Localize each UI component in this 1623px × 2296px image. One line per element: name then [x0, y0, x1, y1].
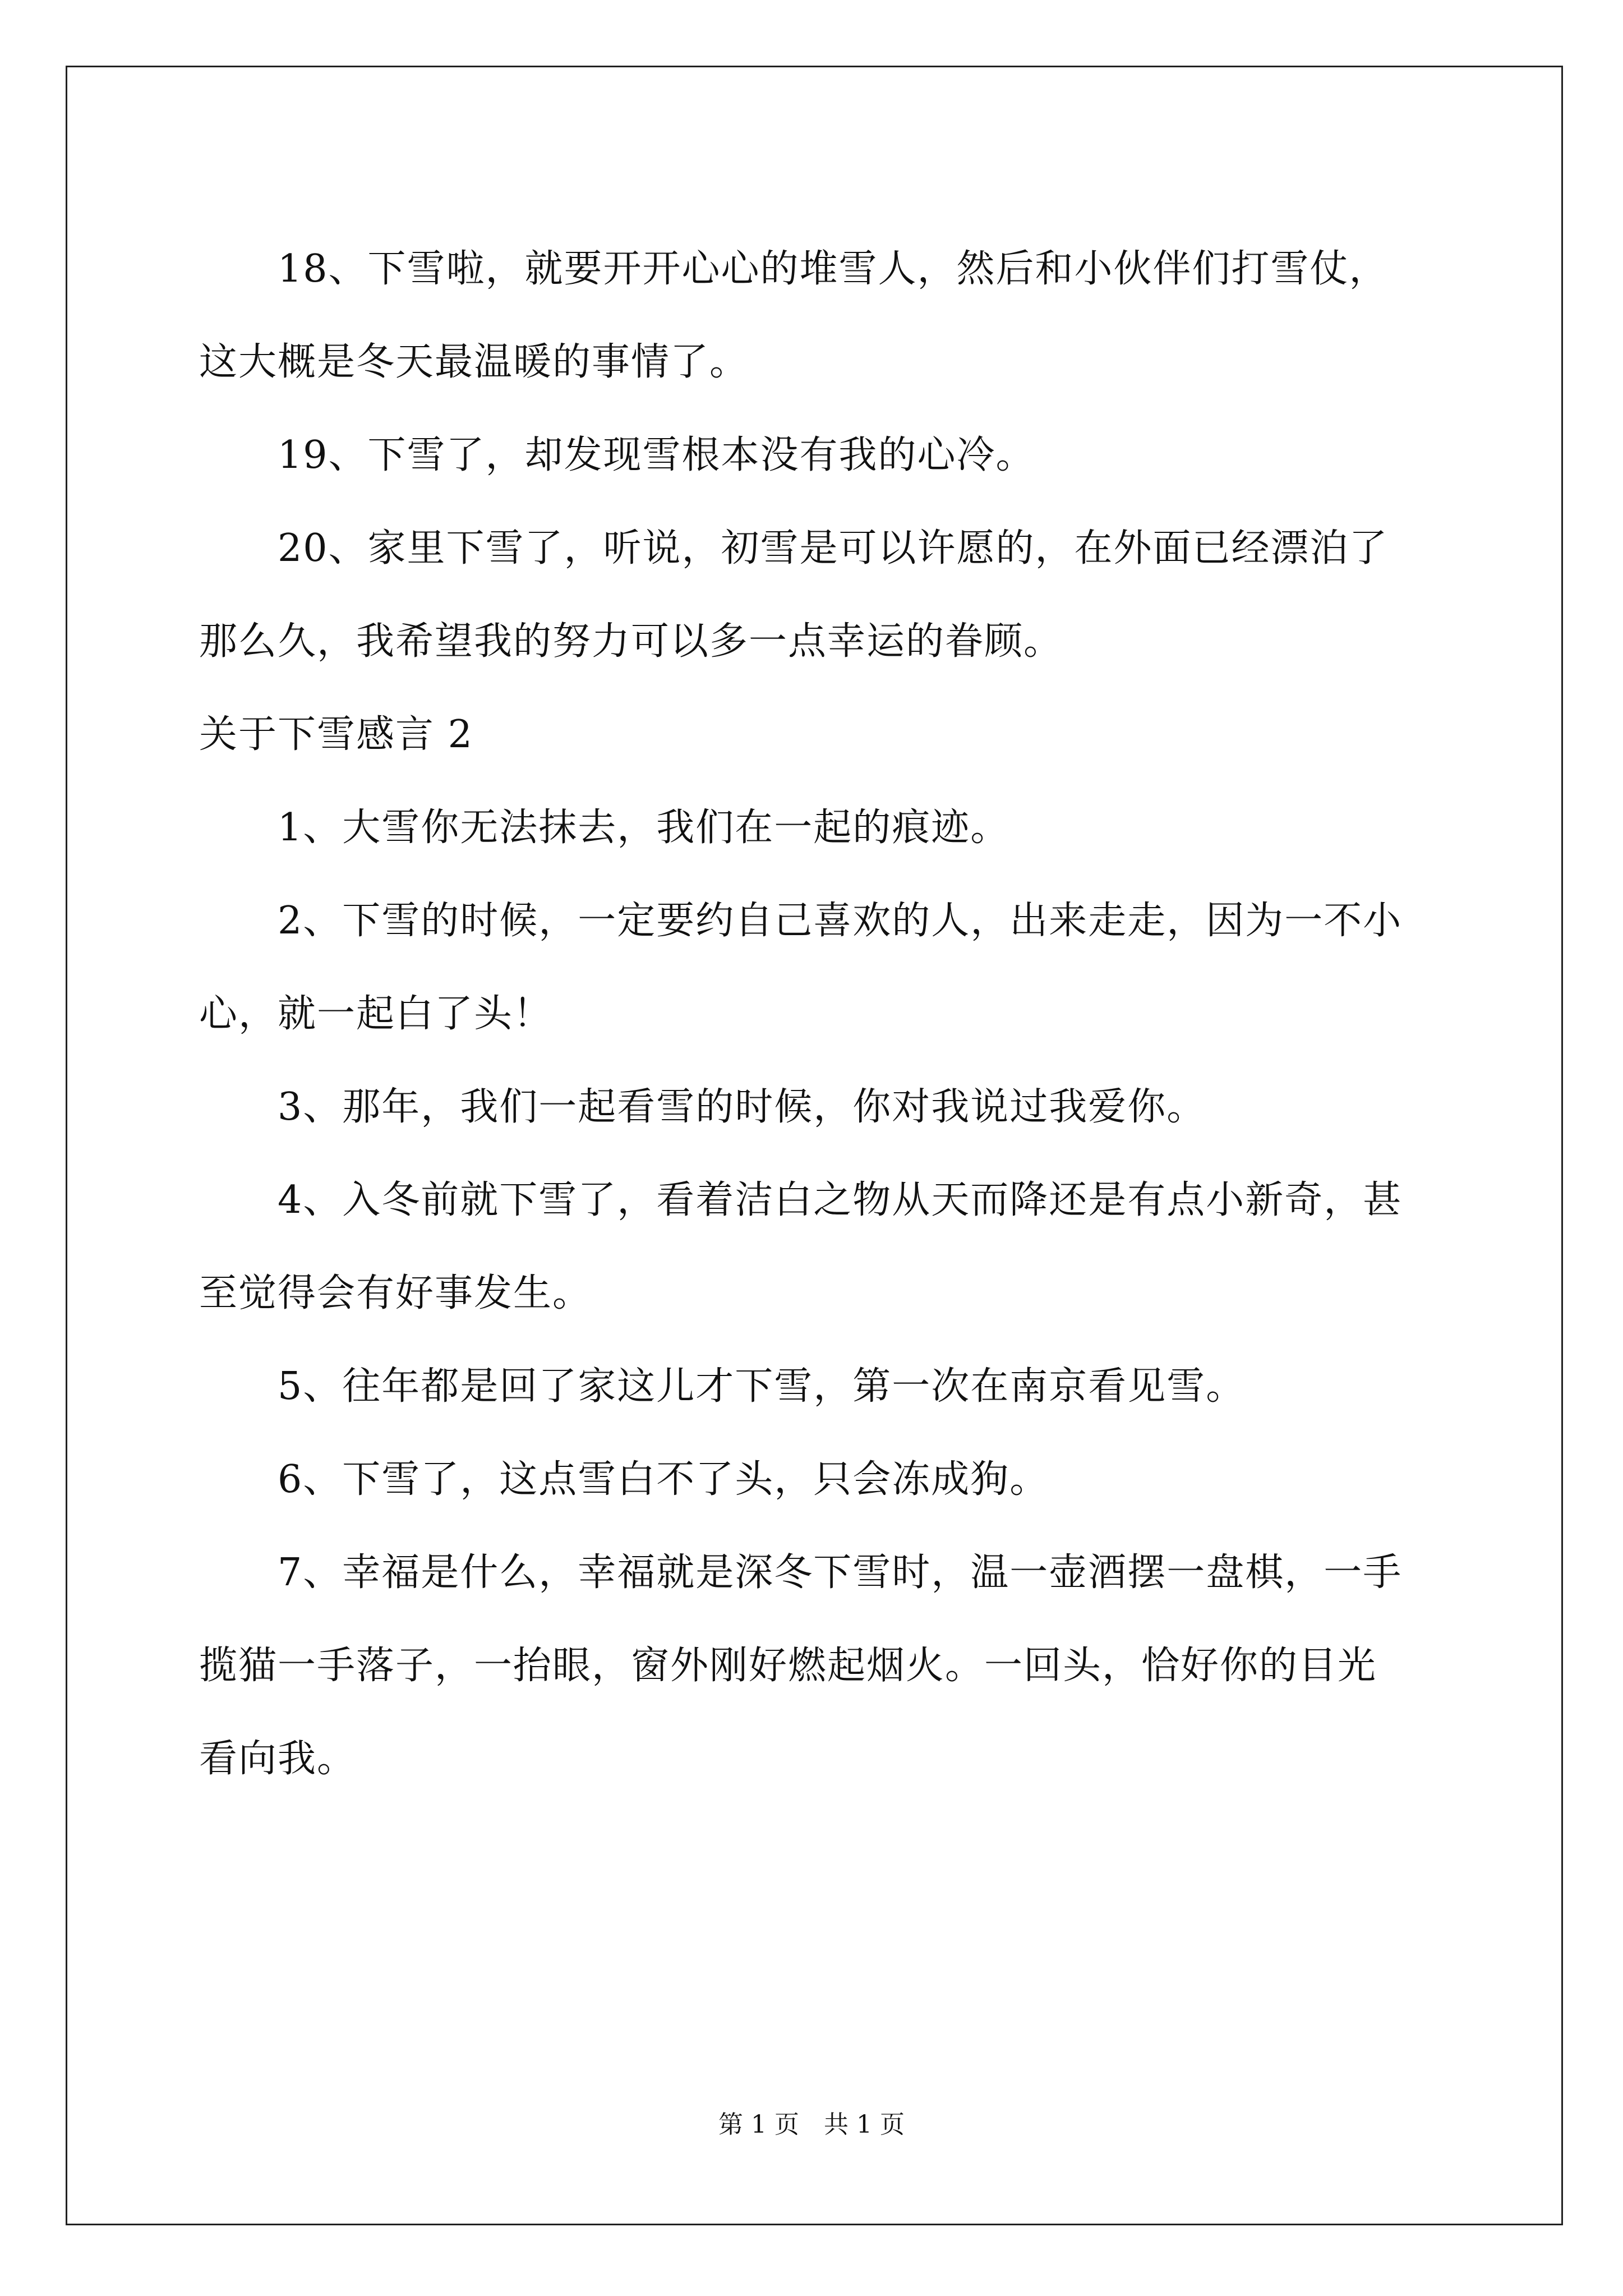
paragraph-20: 20、家里下雪了，听说，初雪是可以许愿的，在外面已经漂泊了: [278, 526, 1389, 570]
section-paragraph-2: 2、下雪的时候，一定要约自己喜欢的人，出来走走，因为一不小: [278, 899, 1403, 943]
section-paragraph-3: 3、那年，我们一起看雪的时候，你对我说过我爱你。: [278, 1085, 1206, 1129]
page-footer: 第 1 页 共 1 页: [718, 2110, 905, 2139]
paragraph-18-continued: 这大概是冬天最温暖的事情了。: [199, 340, 749, 384]
section-paragraph-6: 6、下雪了，这点雪白不了头，只会冻成狗。: [278, 1457, 1049, 1502]
section-paragraph-2-continued: 心，就一起白了头！: [199, 992, 553, 1036]
section-paragraph-7-continued-2: 看向我。: [199, 1737, 357, 1781]
section-paragraph-7: 7、幸福是什么，幸福就是深冬下雪时，温一壶酒摆一盘棋，一手: [278, 1550, 1403, 1595]
document-body: [199, 223, 1433, 1806]
section-paragraph-1: 1、大雪你无法抹去，我们在一起的痕迹。: [278, 806, 1010, 850]
paragraph-19: 19、下雪了，却发现雪根本没有我的心冷。: [278, 433, 1035, 477]
paragraph-20-continued: 那么久，我希望我的努力可以多一点幸运的眷顾。: [199, 619, 1063, 664]
paragraph-18: 18、下雪啦，就要开开心心的堆雪人，然后和小伙伴们打雪仗，: [278, 247, 1389, 291]
section-paragraph-5: 5、往年都是回了家这儿才下雪，第一次在南京看见雪。: [278, 1364, 1246, 1409]
section-paragraph-4: 4、入冬前就下雪了，看着洁白之物从天而降还是有点小新奇，甚: [278, 1178, 1403, 1222]
section-paragraph-4-continued: 至觉得会有好事发生。: [199, 1271, 592, 1315]
section-heading: 关于下雪感言 2: [199, 712, 473, 757]
section-paragraph-7-continued-1: 揽猫一手落子，一抬眼，窗外刚好燃起烟火。一回头，恰好你的目光: [199, 1644, 1377, 1688]
